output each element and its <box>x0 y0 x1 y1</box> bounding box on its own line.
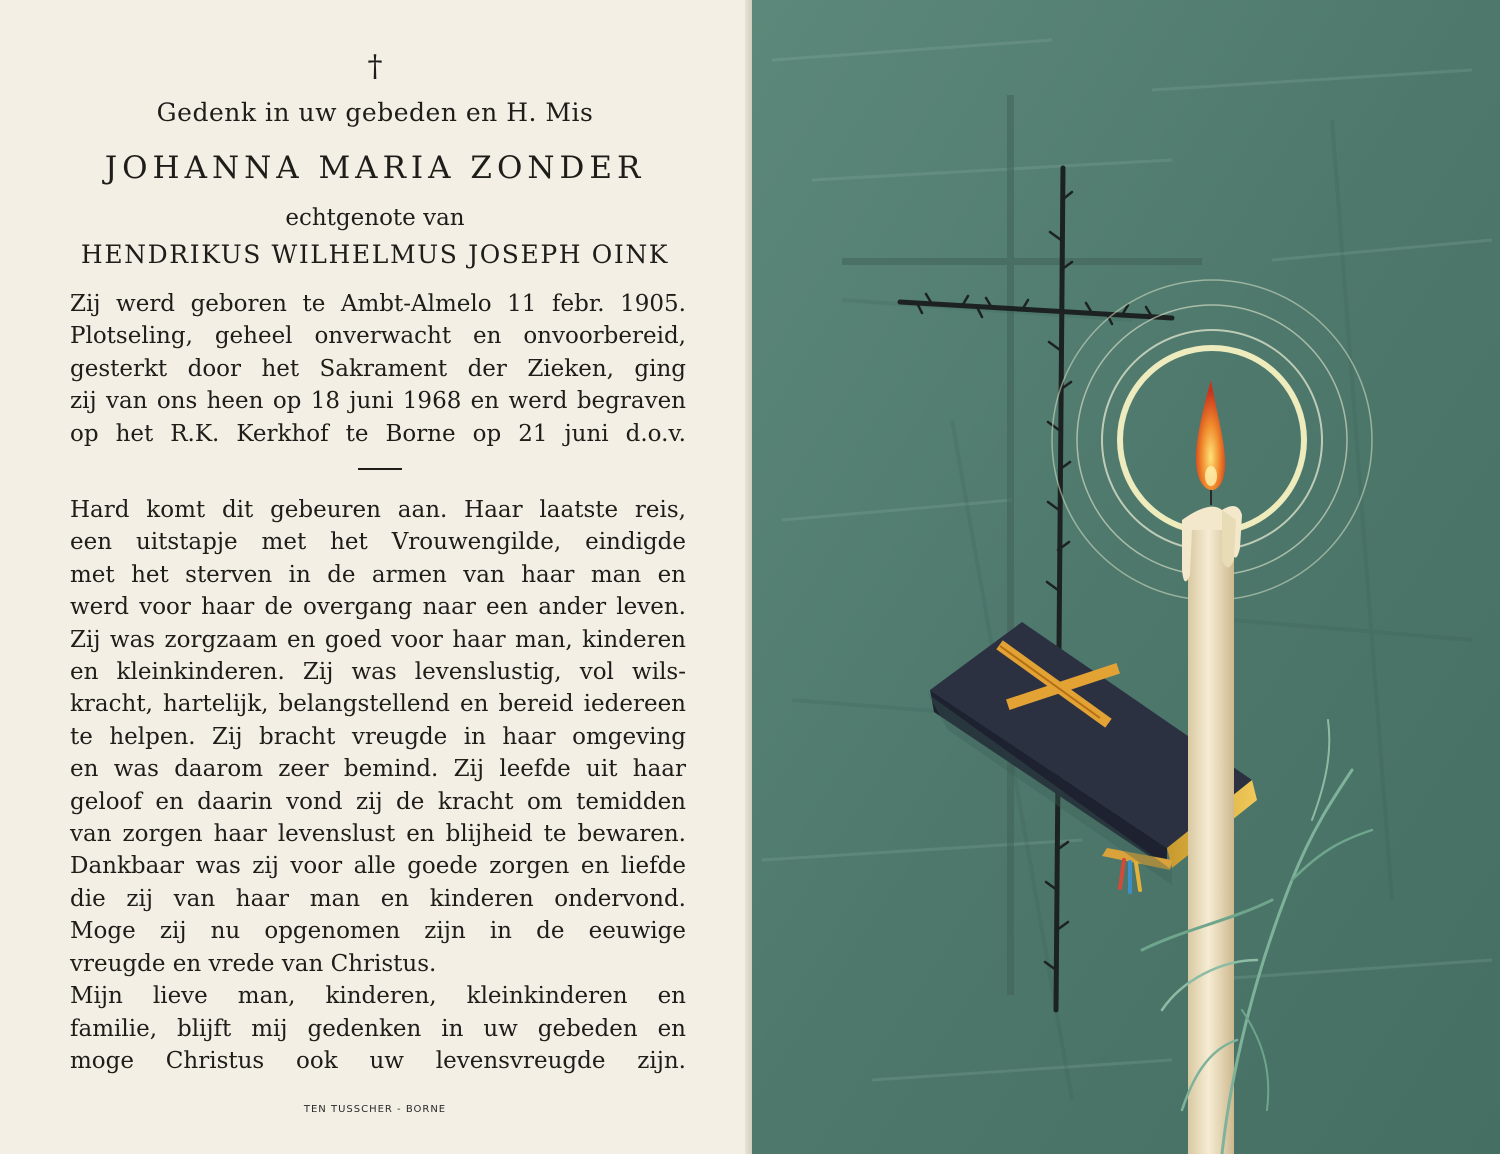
text-line: Mijn lieve man, kinderen, kleinkinderen en <box>70 983 686 1010</box>
text-line: Zij werd geboren te Ambt-Almelo 11 febr. 1905. <box>70 291 686 317</box>
text-line: vreugde en vrede van Christus. <box>70 950 437 977</box>
divider <box>358 468 402 470</box>
text-line: met het sterven in de armen van haar man en <box>70 561 686 588</box>
text-line: familie, blijft mij gedenken in uw gebeden en <box>70 1015 686 1042</box>
text-line: werd voor haar de overgang naar een ander leven. <box>70 594 686 621</box>
text-line: op het R.K. Kerkhof te Borne op 21 juni d.o.v. <box>70 420 686 447</box>
text-line: en was daarom zeer bemind. Zij leefde uit haar <box>70 756 686 783</box>
text-line: kracht, hartelijk, belangstellend en bereid iedereen <box>70 691 686 718</box>
spouse-name: HENDRIKUS WILHELMUS JOSEPH OINK <box>80 240 670 269</box>
text-line: Zij was zorgzaam en goed voor haar man, kinderen <box>70 626 686 653</box>
deceased-name: JOHANNA MARIA ZONDER <box>104 150 646 186</box>
spouse-intro: echtgenote van <box>285 205 465 231</box>
text-line: van zorgen haar levenslust en blijheid te bewaren. <box>70 821 686 848</box>
text-line: een uitstapje met het Vrouwengilde, eindigde <box>70 529 686 556</box>
text-line: zij van ons heen op 18 juni 1968 en werd begraven <box>70 388 686 415</box>
remembrance-paragraph <box>70 494 686 1077</box>
illustration <box>752 0 1500 1154</box>
text-line: te helpen. Zij bracht vreugde in haar omgeving <box>70 723 686 750</box>
illustration-panel <box>752 0 1500 1154</box>
text-line: Hard komt dit gebeuren aan. Haar laatste reis, <box>70 497 686 523</box>
text-line: die zij van haar man en kinderen ondervond. <box>70 885 686 912</box>
intro-line: Gedenk in uw gebeden en H. Mis <box>156 98 594 127</box>
text-line: Dankbaar was zij voor alle goede zorgen en liefde <box>70 853 686 880</box>
text-line: Moge zij nu opgenomen zijn in de eeuwige <box>70 918 686 945</box>
text-line: gesterkt door het Sakrament der Zieken, ging <box>70 355 686 382</box>
text-line: en kleinkinderen. Zij was levenslustig, vol wils- <box>70 659 686 686</box>
cross-symbol: † <box>367 49 383 84</box>
text-line: Plotseling, geheel onverwacht en onvoorbereid, <box>70 323 686 350</box>
text-line: geloof en daarin vond zij de kracht om temidden <box>70 788 686 815</box>
text-line: moge Christus ook uw levensvreugde zijn. <box>70 1047 686 1074</box>
printer-credit: TEN TUSSCHER - BORNE <box>303 1104 447 1115</box>
biography-paragraph <box>70 288 686 450</box>
